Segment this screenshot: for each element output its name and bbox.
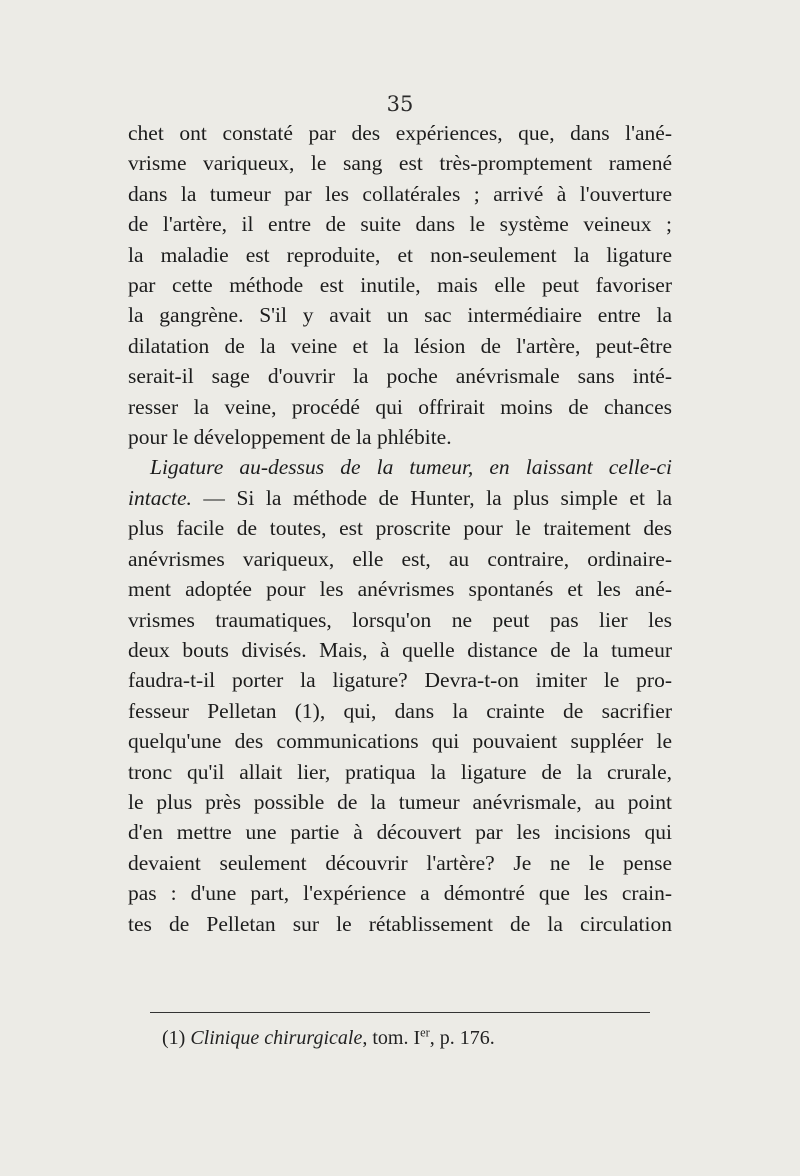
- footnote-ref: , tom. I: [362, 1027, 421, 1049]
- section-heading-end: intacte.: [128, 485, 192, 510]
- text-line: ment adoptée pour les anévrismes spontanés et les ané-: [128, 577, 672, 602]
- footnote: [162, 1027, 495, 1050]
- text-line: anévrismes variqueux, elle est, au contraire, ordinaire-: [128, 546, 672, 571]
- text-line: pas : d'une part, l'expérience a démontré que les crain-: [128, 881, 672, 906]
- text-line: plus facile de toutes, est proscrite pour le traitement des: [128, 516, 672, 541]
- text-line: par cette méthode est inutile, mais elle peut favoriser: [128, 273, 672, 298]
- text-line: pour le développement de la phlébite.: [128, 425, 452, 450]
- footnote-ref-page: , p. 176.: [429, 1027, 495, 1049]
- body-text: [128, 118, 672, 939]
- text-line: dilatation de la veine et la lésion de l'artère, peut-être: [128, 333, 672, 358]
- text-fragment: — Si la méthode de Hunter, la plus simple et la: [191, 485, 672, 510]
- text-line: tronc qu'il allait lier, pratiqua la ligature de la crurale,: [128, 759, 672, 784]
- section-heading: Ligature au-dessus de la tumeur, en laissant celle-ci: [150, 455, 672, 480]
- footnote-divider: [150, 1012, 650, 1013]
- text-line: deux bouts divisés. Mais, à quelle distance de la tumeur: [128, 637, 672, 662]
- paragraph: [128, 118, 672, 452]
- footnote-work-title: Clinique chirurgicale: [190, 1027, 363, 1049]
- text-line: fesseur Pelletan (1), qui, dans la crainte de sacrifier: [128, 698, 672, 723]
- text-line: resser la veine, procédé qui offrirait moins de chances: [128, 394, 672, 419]
- text-line: la gangrène. S'il y avait un sac intermédiaire entre la: [128, 303, 672, 328]
- text-line: le plus près possible de la tumeur anévrismale, au point: [128, 789, 672, 814]
- text-line: faudra-t-il porter la ligature? Devra-t-on imiter le pro-: [128, 668, 672, 693]
- text-line: tes de Pelletan sur le rétablissement de la circulation: [128, 911, 672, 936]
- text-line: vrisme variqueux, le sang est très-promptement ramené: [128, 151, 672, 176]
- text-line: la maladie est reproduite, et non-seulement la ligature: [128, 242, 672, 267]
- page-number: 35: [386, 92, 414, 116]
- text-line: quelqu'une des communications qui pouvaient suppléer le: [128, 729, 672, 754]
- text-line: d'en mettre une partie à découvert par les incisions qui: [128, 820, 672, 845]
- text-line: serait-il sage d'ouvrir la poche anévrismale sans inté-: [128, 364, 672, 389]
- footnote-marker: (1): [162, 1027, 191, 1049]
- text-line: vrismes traumatiques, lorsqu'on ne peut pas lier les: [128, 607, 672, 632]
- text-line: [128, 483, 672, 513]
- text-line: devaient seulement découvrir l'artère? Je ne le pense: [128, 850, 672, 875]
- text-line: chet ont constaté par des expériences, que, dans l'ané-: [128, 121, 672, 145]
- text-line: dans la tumeur par les collatérales ; arrivé à l'ouverture: [128, 181, 672, 206]
- footnote-ref-superscript: er: [420, 1025, 430, 1040]
- paragraph: [128, 452, 672, 939]
- text-line: de l'artère, il entre de suite dans le système veineux ;: [128, 212, 672, 237]
